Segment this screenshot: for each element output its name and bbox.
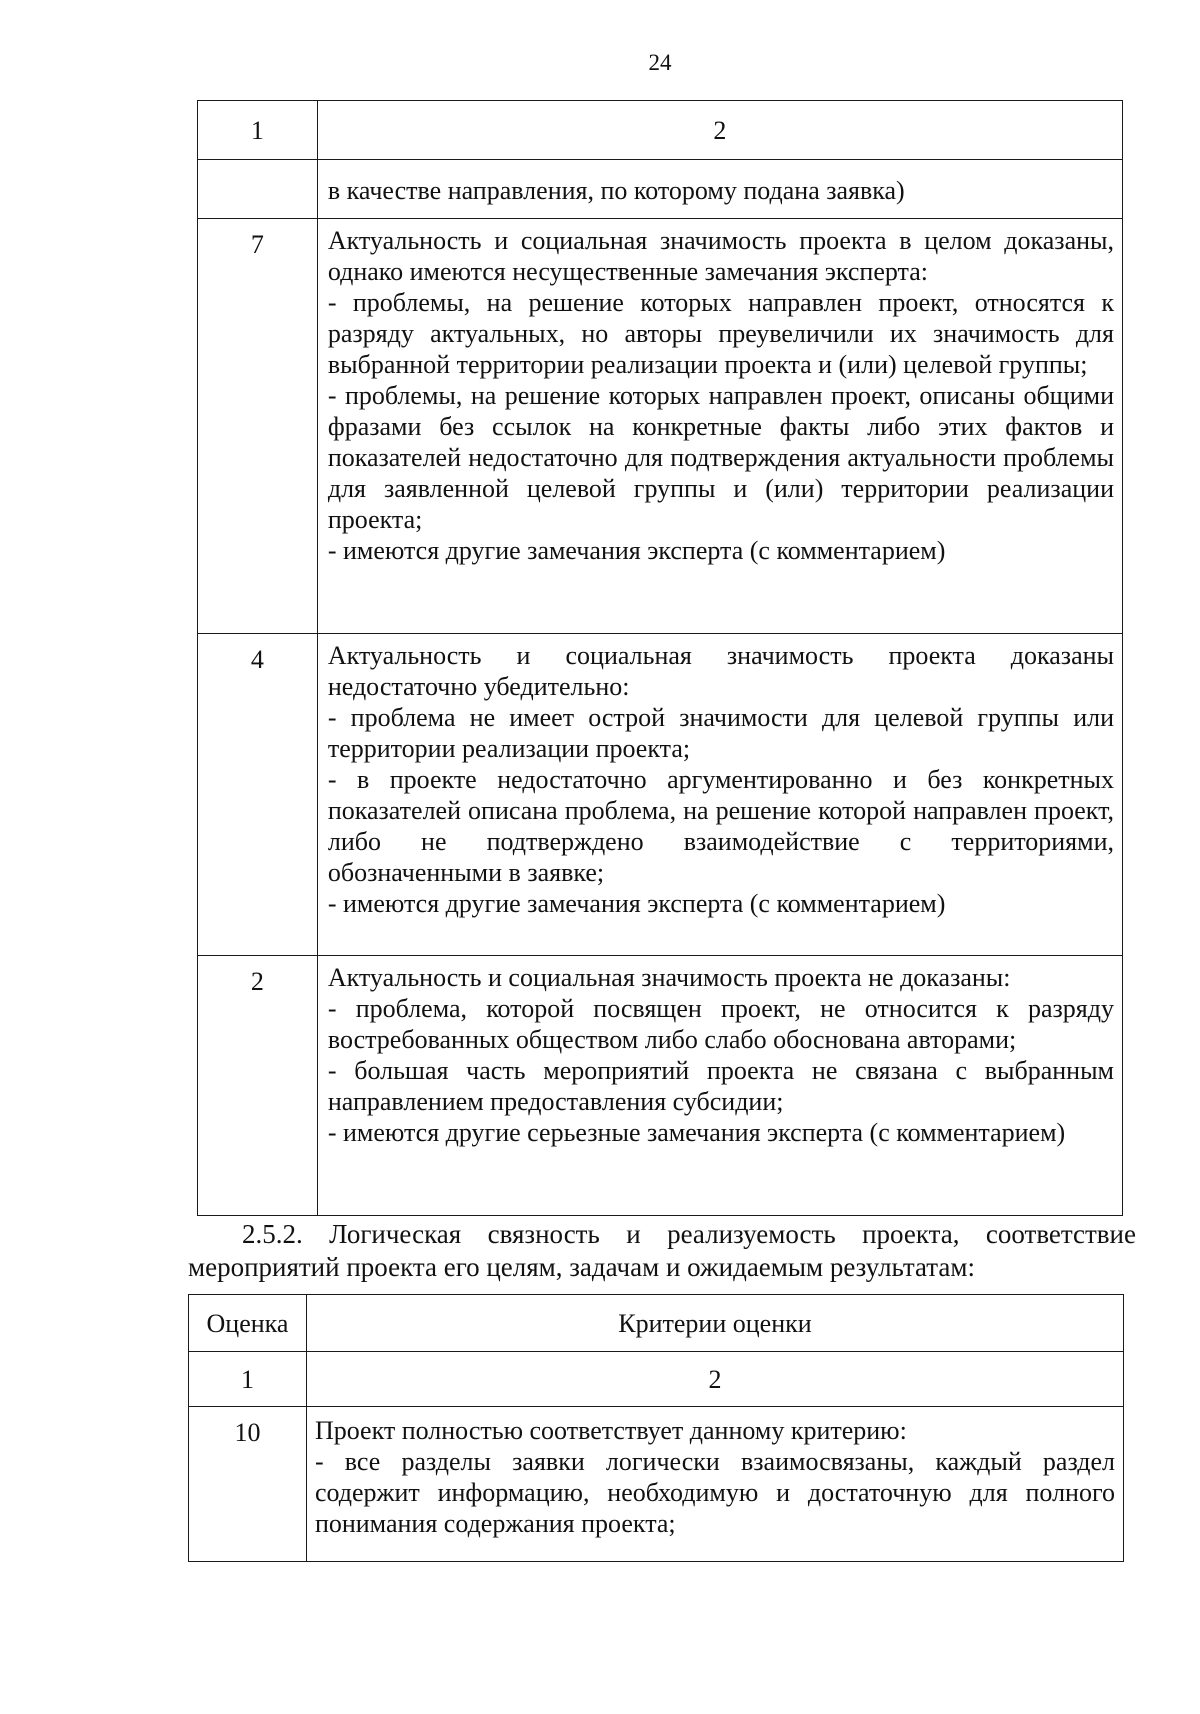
score-cell: 10 [189, 1407, 307, 1562]
column-number-2: 2 [306, 1352, 1123, 1407]
criteria-line: - имеются другие замечания эксперта (с комментарием) [327, 889, 946, 918]
criteria-table [188, 1294, 1124, 1562]
page-number: 24 [648, 50, 672, 75]
criteria-cell [317, 634, 1122, 956]
table-row [198, 219, 1123, 634]
criteria-cell [317, 956, 1122, 1216]
table-header-row [189, 1295, 1124, 1352]
table-row [198, 634, 1123, 956]
column-number-1: 1 [189, 1352, 307, 1407]
criteria-line: - имеются другие серьезные замечания эксперта (с комментарием) [327, 1118, 1066, 1147]
column-number-1: 1 [198, 101, 318, 160]
criteria-line: Актуальность и социальная значимость проекта в целом доказаны, однако имеются несущественные замечания эксперта: [327, 226, 1114, 286]
criteria-line: Актуальность и социальная значимость проекта доказаны недостаточно убедительно: [327, 641, 1114, 701]
column-number-row [189, 1352, 1124, 1407]
table-row [198, 956, 1123, 1216]
criteria-line: - проблемы, на решение которых направлен проект, описаны общими фразами без ссылок на конкретные факты либо этих фактов и показателей недостаточно для подтверждения актуальности проблемы для заявленной целевой группы и (или) территории реализации проекта; [327, 381, 1114, 534]
score-cell: 4 [198, 634, 318, 956]
table-row [198, 160, 1123, 219]
score-cell: 2 [198, 956, 318, 1216]
criteria-line: - проблема не имеет острой значимости для целевой группы или территории реализации проекта; [327, 703, 1114, 763]
table-row [189, 1407, 1124, 1562]
score-cell [198, 160, 318, 219]
section-heading: 2.5.2. Логическая связность и реализуемость проекта, соответствие мероприятий проекта его целям, задачам и ожидаемым результатам: [188, 1219, 1136, 1282]
column-number-row [198, 101, 1123, 160]
criteria-header: Критерии оценки [306, 1295, 1123, 1352]
criteria-line: - большая часть мероприятий проекта не связана с выбранным направлением предоставления субсидии; [327, 1056, 1114, 1116]
criteria-line: Актуальность и социальная значимость проекта не доказаны: [327, 963, 1011, 992]
criteria-line: - проблема, которой посвящен проект, не относится к разряду востребованных обществом либо слабо обоснована авторами; [327, 994, 1114, 1054]
column-number-2: 2 [317, 101, 1122, 160]
criteria-line: - все разделы заявки логически взаимосвязаны, каждый раздел содержит информацию, необходимую и достаточную для полного понимания содержания проекта; [314, 1447, 1115, 1538]
criteria-cell: в качестве направления, по которому подана заявка) [317, 160, 1122, 219]
criteria-line: - проблемы, на решение которых направлен проект, относятся к разряду актуальных, но авторы преувеличили их значимость для выбранной территории реализации проекта и (или) целевой группы; [327, 288, 1114, 379]
criteria-table-continued [197, 100, 1123, 1216]
criteria-line: Проект полностью соответствует данному критерию: [314, 1416, 907, 1445]
score-cell: 7 [198, 219, 318, 634]
score-header: Оценка [189, 1295, 307, 1352]
criteria-line: - имеются другие замечания эксперта (с комментарием) [327, 536, 946, 565]
criteria-line: - в проекте недостаточно аргументированно и без конкретных показателей описана проблема, на решение которой направлен проект, либо не подтверждено взаимодействие с территориями, обозначенными в заявке; [327, 765, 1114, 887]
criteria-cell [306, 1407, 1123, 1562]
criteria-cell [317, 219, 1122, 634]
